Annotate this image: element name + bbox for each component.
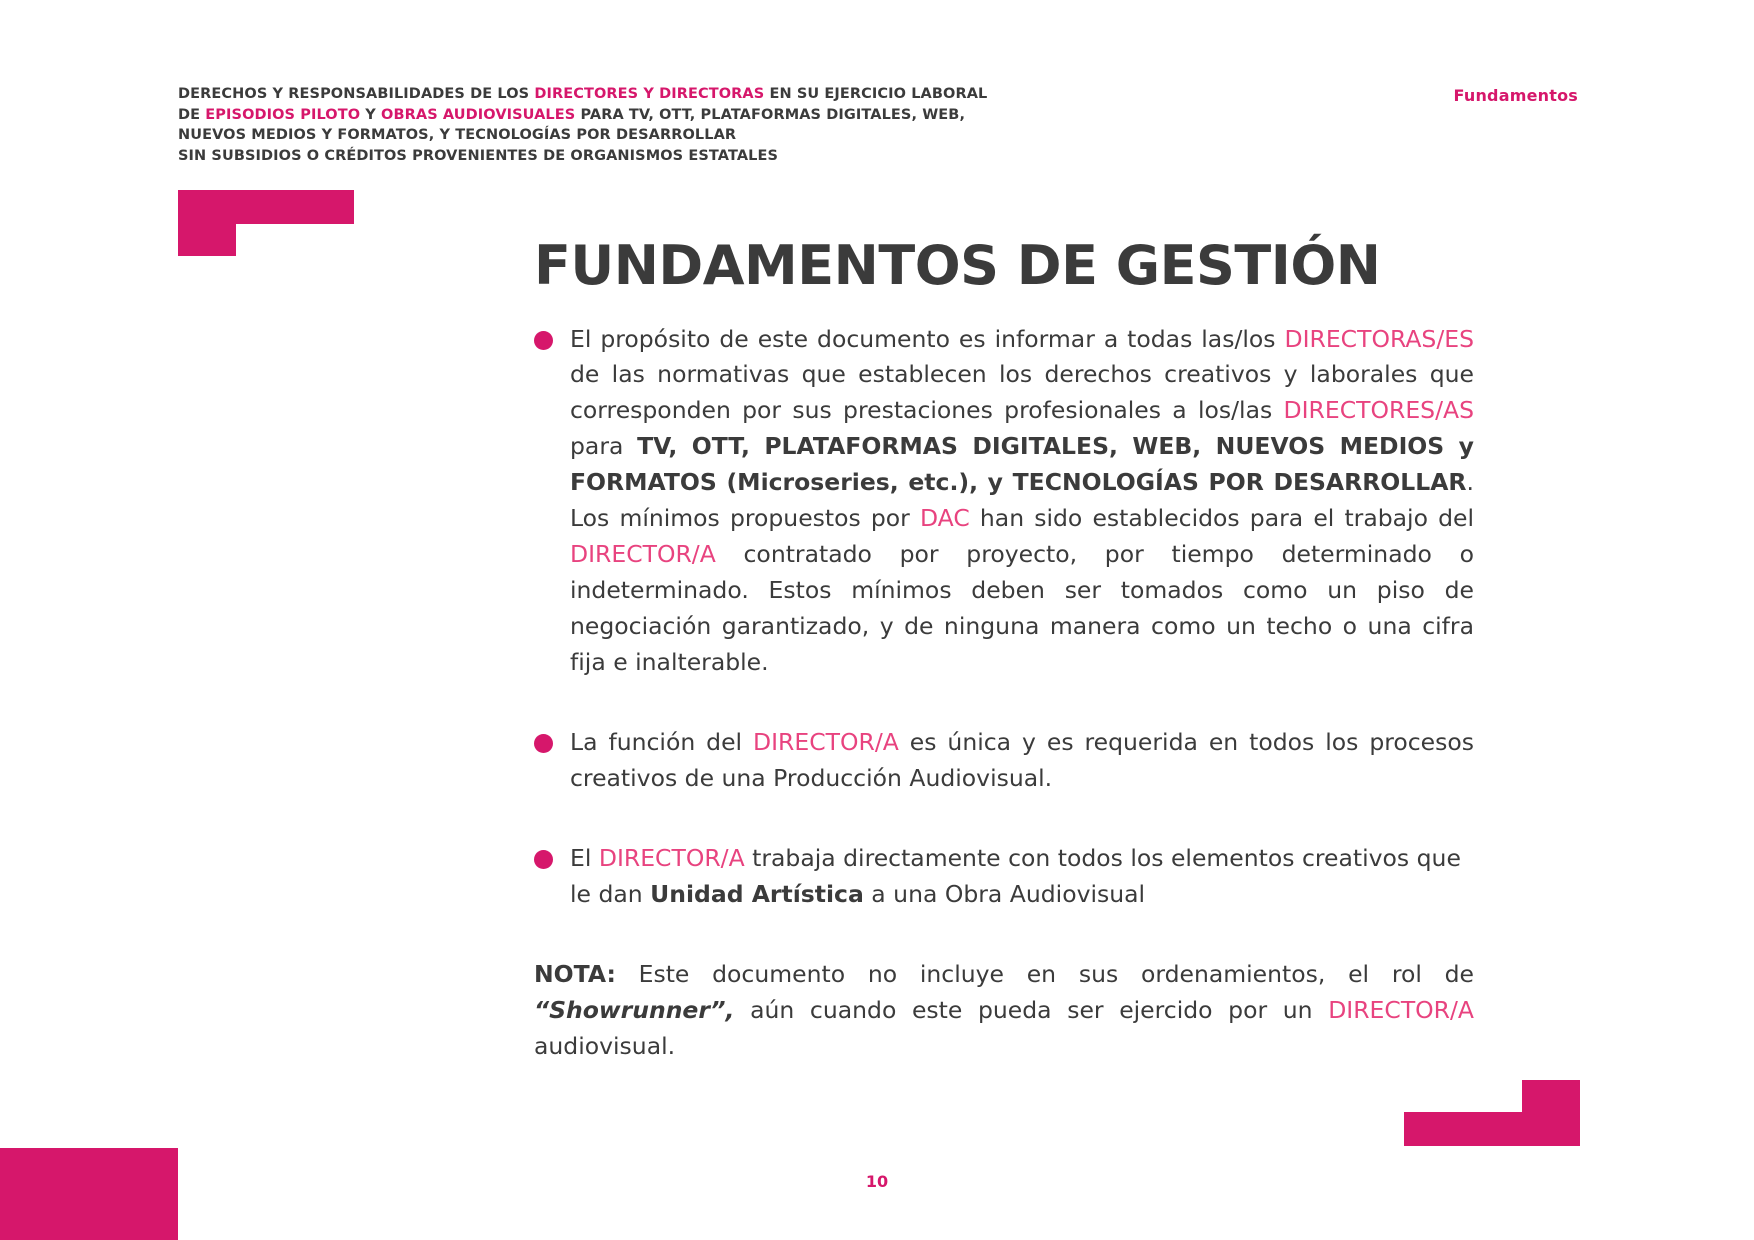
list-item (534, 322, 1474, 682)
note-part-2: aún cuando este pueda ser ejercido por un (734, 995, 1329, 1024)
note-part-3: audiovisual. (534, 1031, 676, 1060)
paragraph-purpose (570, 322, 1474, 682)
list-item (534, 841, 1474, 913)
page-title: FUNDAMENTOS DE GESTIÓN (534, 234, 1381, 298)
paragraph-purpose-highlight-2: DIRECTORES/AS (1283, 396, 1474, 425)
header-line-2-highlight-2: OBRAS AUDIOVISUALES (381, 106, 576, 123)
bullet-dot-icon (534, 734, 553, 753)
paragraph-purpose-part-1: El propósito de este documento es informar a todas las/los (570, 324, 1285, 353)
paragraph-unity-part-2: trabaja directamente con todos los elementos creativos que le dan (570, 843, 1461, 908)
decorative-shape-top-left-vertical (178, 190, 236, 256)
paragraph-purpose-part-6: contratado por proyecto, por tiempo determinado o indeterminado. Estos mínimos deben ser tomados como un piso de negociación garantizado, y de ninguna manera como un techo o una cifra fija e inalterable. (570, 540, 1474, 677)
paragraph-function-part-2: es única y es requerida en todos los procesos creativos de una Producción Audiovisual. (570, 728, 1475, 792)
note-italic-1: “Showrunner”, (534, 995, 735, 1024)
list-item (534, 725, 1474, 797)
decorative-shape-bottom-right-vertical (1522, 1080, 1580, 1146)
bullet-dot-icon (534, 850, 553, 869)
paragraph-unity-part-3: a una Obra Audiovisual (863, 879, 1146, 908)
header-line-3: NUEVOS MEDIOS Y FORMATOS, Y TECNOLOGÍAS POR DESARROLLAR (178, 127, 737, 144)
header-line-1-part-b: EN SU EJERCICIO LABORAL (764, 86, 988, 102)
note-paragraph (534, 957, 1474, 1065)
paragraph-function-part-1: La función del (570, 728, 754, 757)
paragraph-unity-bold-1: Unidad Artística (650, 879, 864, 908)
header-line-2-highlight-1: EPISODIOS PILOTO (205, 106, 361, 123)
paragraph-purpose-bold-1: TV, OTT, PLATAFORMAS DIGITALES, WEB, NUEVOS MEDIOS y FORMATOS (Microseries, etc.), y TECNOLOGÍAS POR DESARROLLAR (570, 432, 1474, 497)
paragraph-purpose-highlight-3: DAC (919, 504, 970, 533)
paragraph-function-highlight-1: DIRECTOR/A (753, 728, 899, 757)
header-line-2 (178, 105, 1178, 126)
header-line-1-highlight: DIRECTORES Y DIRECTORAS (534, 86, 765, 102)
header-line-2-part-a: DE (178, 106, 206, 123)
paragraph-purpose-part-5: han sido establecidos para el trabajo del (969, 504, 1474, 533)
header-line-2-part-c: PARA TV, OTT, PLATAFORMAS DIGITALES, WEB, (575, 106, 966, 123)
header-line-1-part-a: DERECHOS Y RESPONSABILIDADES DE LOS (178, 86, 535, 102)
header-section-label: Fundamentos (1453, 86, 1578, 105)
paragraph-purpose-part-2: de las normativas que establecen los derechos creativos y laborales que corresponden por sus prestaciones profesionales a los/las (570, 360, 1474, 425)
paragraph-purpose-highlight-4: DIRECTOR/A (570, 540, 716, 569)
note-highlight-1: DIRECTOR/A (1328, 995, 1474, 1024)
header-line-4: SIN SUBSIDIOS O CRÉDITOS PROVENIENTES DE ORGANISMOS ESTATALES (178, 147, 779, 164)
paragraph-unity (570, 841, 1474, 913)
header-line-1 (178, 84, 1178, 105)
bullet-dot-icon (534, 331, 553, 350)
page-number: 10 (865, 1172, 889, 1191)
document-body (534, 298, 1474, 1088)
header-line-2-part-b: Y (360, 106, 382, 123)
paragraph-purpose-part-3: para (570, 432, 638, 461)
paragraph-purpose-highlight-1: DIRECTORAS/ES (1284, 324, 1474, 353)
paragraph-function (570, 725, 1474, 797)
paragraph-unity-part-1: El (570, 843, 599, 872)
decorative-shape-bottom-left (0, 1148, 178, 1240)
note-part-1: Este documento no incluye en sus ordenamientos, el rol de (615, 959, 1474, 988)
note-label: NOTA: (534, 959, 616, 988)
header-document-subtitle (178, 84, 1178, 166)
paragraph-unity-highlight-1: DIRECTOR/A (598, 843, 745, 872)
paragraph-purpose-part-4: . Los mínimos propuestos por (570, 468, 1474, 533)
